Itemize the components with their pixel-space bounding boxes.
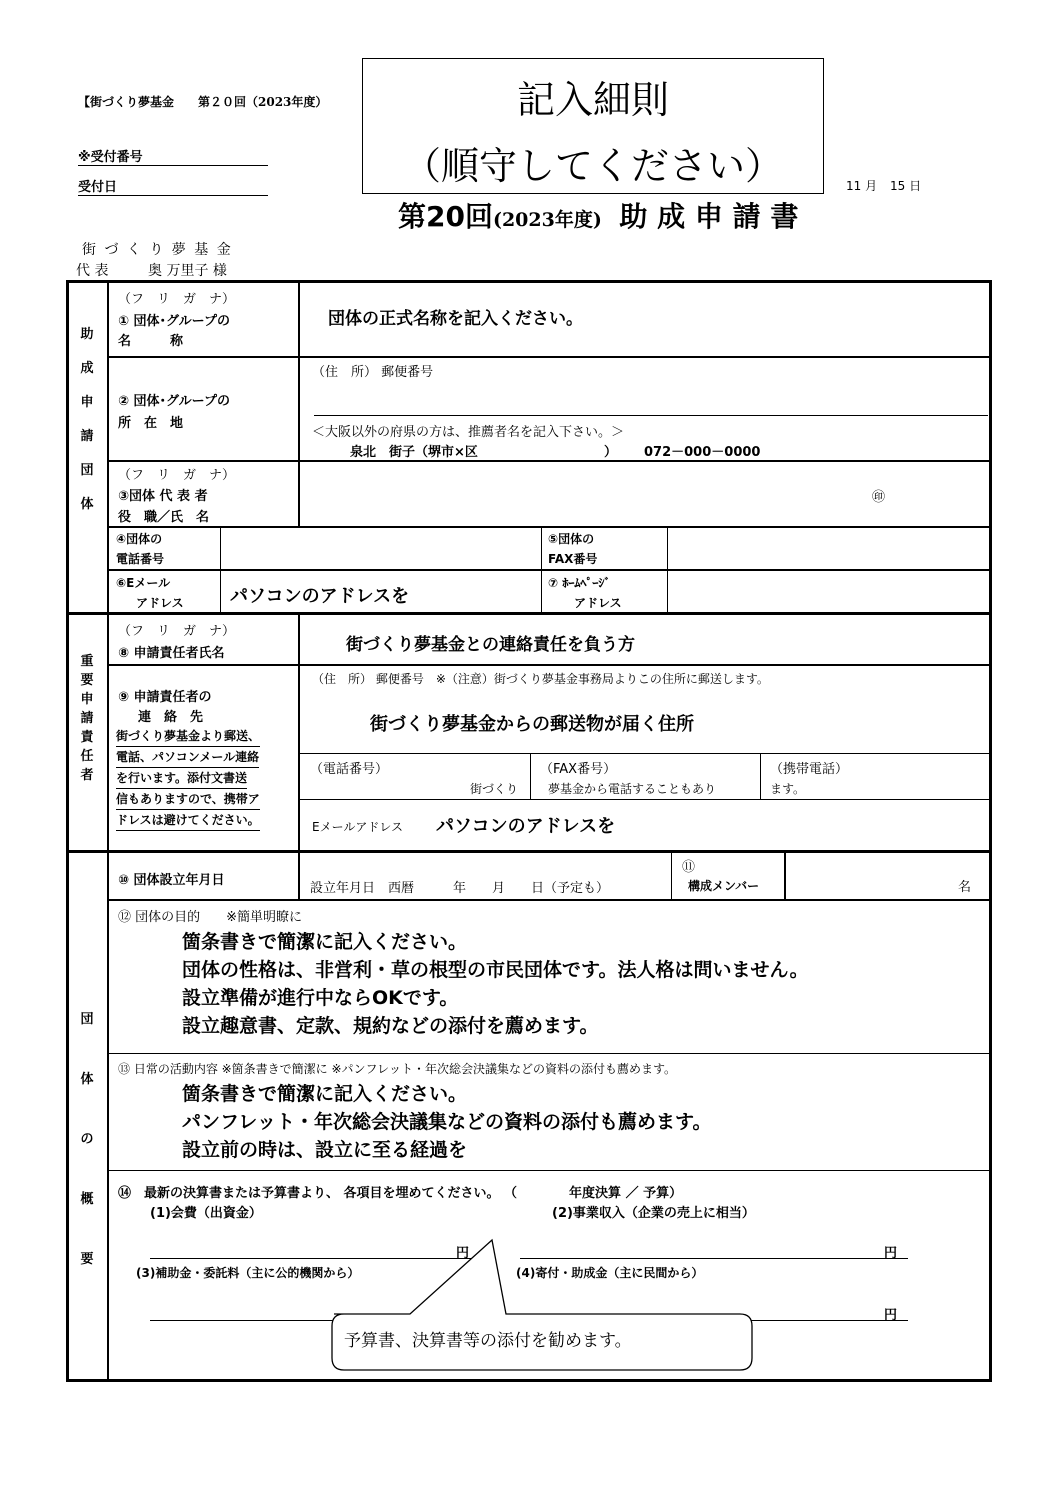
- r2-note: ＜大阪以外の府県の方は、推薦者名を記入下さい。＞: [312, 425, 625, 440]
- r11-number: ⑪: [682, 860, 696, 875]
- reception-date-label: 受付日: [78, 180, 118, 195]
- rules-box: [362, 58, 824, 194]
- rules-subtitle: （順守してください）: [402, 144, 783, 188]
- s3-members-div-a: [671, 852, 672, 900]
- r5-mail-label: ⑥Eメール: [116, 576, 171, 590]
- r9-label-b: 連 絡 先: [138, 710, 204, 725]
- r5-mail-label-b: アドレス: [136, 596, 184, 610]
- r3-label: ③団体 代 表 者: [118, 489, 208, 504]
- r14-head: ⑭ 最新の決算書または予算書より、 各項目を埋めてください。 （ 年度決算 ／ 予算）: [118, 1186, 683, 1201]
- r3-label-b: 役 職／氏 名: [118, 510, 210, 525]
- section3-side-label: 団 体 の 概 要: [80, 1012, 94, 1267]
- r1-label-b: 名 称: [118, 334, 184, 349]
- section-divider-2: [66, 850, 992, 853]
- r9-note: 街づくり夢基金より郵送、 電話、パソコンメール連絡 を行います。添付文書送 信もありますので、携帯ア ドレスは避けてください。: [116, 726, 296, 831]
- r5-hp-label-b: アドレス: [574, 596, 622, 610]
- r14-item1: (1)会費（出資金）: [150, 1206, 262, 1221]
- section2-side-label: 重 要 申 請 責 任 者: [80, 654, 94, 783]
- members-count-field[interactable]: 名: [958, 880, 972, 895]
- s2-row-line-3: [300, 799, 990, 800]
- r1-label: ① 団体･グループの: [118, 314, 230, 329]
- page-title: [398, 195, 798, 235]
- r9-tel-label: （電話番号）: [310, 762, 389, 777]
- founding-date-field[interactable]: 設立年月日 西暦 年 月 日（予定も）: [310, 881, 610, 896]
- applicant-fax-field[interactable]: 夢基金から電話することもあり: [548, 782, 717, 796]
- frame-right: [989, 280, 992, 1382]
- s2-phone-div-b: [760, 753, 761, 799]
- r11-label: 構成メンバー: [688, 879, 760, 893]
- frame-bottom: [66, 1379, 992, 1382]
- r2-example-name: 泉北 街子（堺市×区: [350, 445, 478, 460]
- applicant-email-field[interactable]: パソコンのアドレスを: [436, 816, 616, 837]
- s1-r4-div-a: [220, 526, 221, 614]
- r9-mobile-label: （携帯電話）: [770, 762, 849, 777]
- r4-tel-label-b: 電話番号: [116, 552, 165, 566]
- org-homepage-field[interactable]: [669, 571, 987, 611]
- addressee-rep-name: 奥 万里子 様: [148, 260, 227, 281]
- r9-label: ⑨ 申請責任者の: [118, 690, 212, 705]
- s2-phone-div-a: [530, 753, 531, 799]
- applicant-tel-field[interactable]: 街づくり: [470, 782, 519, 796]
- s3-row-line-1: [108, 899, 990, 901]
- side-label-divider: [107, 280, 109, 1382]
- s1-r4-div-b: [541, 526, 542, 614]
- r4-fax-label-b: FAX番号: [548, 552, 598, 566]
- title-round: 第20回: [398, 200, 493, 233]
- reception-number-field[interactable]: [78, 146, 268, 166]
- org-name-field[interactable]: 団体の正式名称を記入ください。: [328, 309, 583, 329]
- s1-label-divider: [298, 280, 300, 528]
- date-day: 15 日: [890, 179, 922, 193]
- org-fax-field[interactable]: [669, 528, 987, 568]
- r2-address-line[interactable]: [314, 415, 988, 416]
- reception-number-label: ※受付番号: [78, 150, 143, 165]
- r5-hp-label: ⑦ ﾎｰﾑﾍﾟｰｼﾞ: [548, 576, 611, 590]
- r9-mail-label: Eメールアドレス: [312, 820, 403, 834]
- fund-round-label: 【街づくり夢基金 第２０回（2023年度）: [78, 95, 328, 109]
- r4-tel-label: ④団体の: [116, 532, 163, 546]
- addressee-org: 街 づ く り 夢 基 金: [82, 242, 233, 258]
- r2-label-b: 所 在 地: [118, 416, 184, 431]
- s1-row-line-1: [108, 356, 990, 358]
- activities-field[interactable]: 箇条書きで簡潔に記入ください。 パンフレット・年次総会決議集などの資料の添付も薦めます。 設立前の時は、設立に至る経過を: [182, 1083, 712, 1161]
- yen-4: 円: [884, 1308, 898, 1323]
- frame-left: [66, 280, 69, 1382]
- r2-address-head: （住 所） 郵便番号: [312, 365, 434, 380]
- yen-2: 円: [884, 1246, 898, 1261]
- r2-example-paren: ）: [604, 445, 618, 460]
- r1-furigana: （フ リ ガ ナ）: [118, 292, 236, 307]
- r13-head: ⑬ 日常の活動内容 ※箇条書きで簡潔に ※パンフレット・年次総会決議集などの資料の添付も薦めます。: [118, 1062, 676, 1076]
- r10-label: ⑩ 団体設立年月日: [118, 873, 225, 888]
- s1-r4-div-c: [667, 526, 668, 614]
- r3-furigana: （フ リ ガ ナ）: [118, 468, 236, 483]
- org-email-field[interactable]: パソコンのアドレスを: [230, 586, 410, 607]
- s3-members-div-b: [784, 852, 786, 900]
- date-month: 11 月: [846, 179, 878, 193]
- r9-fax-label: （FAX番号）: [540, 762, 617, 777]
- callout-text: 予算書、決算書等の添付を勧めます。: [344, 1331, 632, 1351]
- s2-label-divider: [298, 613, 300, 851]
- applicant-mobile-field[interactable]: ます。: [770, 782, 806, 796]
- r14-item3: (3)補助金・委託料（主に公的機関から）: [136, 1266, 360, 1280]
- r4-fax-label: ⑤団体の: [548, 532, 595, 546]
- s2-row-line-1: [108, 664, 990, 666]
- section1-side-label: 助 成 申 請 団 体: [80, 327, 94, 512]
- r14-item2: (2)事業収入（企業の売上に相当）: [552, 1206, 755, 1221]
- s3-row-line-2: [108, 1053, 990, 1054]
- r12-head: ⑫ 団体の目的 ※簡単明瞭に: [118, 910, 303, 925]
- s2-row-line-2: [300, 753, 990, 754]
- r2-example-phone: 072－000－0000: [644, 445, 761, 460]
- s1-row-line-2: [108, 460, 990, 462]
- r8-label: ⑧ 申請責任者氏名: [118, 646, 225, 661]
- applicant-name-field[interactable]: 街づくり夢基金との連絡責任を負う方: [346, 635, 635, 655]
- seal-mark-icon: ㊞: [872, 490, 886, 505]
- r2-label: ② 団体･グループの: [118, 394, 230, 409]
- yen-1: 円: [456, 1246, 470, 1261]
- applicant-address-field[interactable]: 街づくり夢基金からの郵送物が届く住所: [370, 714, 694, 735]
- r14-item4: (4)寄付・助成金（主に民間から）: [516, 1266, 704, 1280]
- s3-row-line-3: [108, 1170, 990, 1171]
- callout-balloon: [320, 1236, 760, 1376]
- section-divider-1: [66, 612, 992, 615]
- addressee-rep-label: 代 表: [76, 263, 109, 279]
- r8-furigana: （フ リ ガ ナ）: [118, 624, 236, 639]
- r9-address-head: （住 所） 郵便番号 ※（注意）街づくり夢基金事務局よりこの住所に郵送します。: [312, 672, 769, 686]
- org-tel-field[interactable]: [222, 528, 540, 568]
- frame-top: [66, 280, 992, 283]
- title-doc: 助 成 申 請 書: [619, 200, 799, 233]
- title-year: (2023年度): [492, 209, 602, 231]
- s3-label-divider: [298, 852, 300, 900]
- org-purpose-field[interactable]: 箇条書きで簡潔に記入ください。 団体の性格は、非営利・草の根型の市民団体です。法人格は問いません。 設立準備が進行中ならOKです。 設立趣意書、定款、規約などの添付を薦めます。: [182, 931, 809, 1037]
- rules-title: 記入細則: [516, 78, 669, 122]
- reception-date-field[interactable]: [78, 176, 268, 196]
